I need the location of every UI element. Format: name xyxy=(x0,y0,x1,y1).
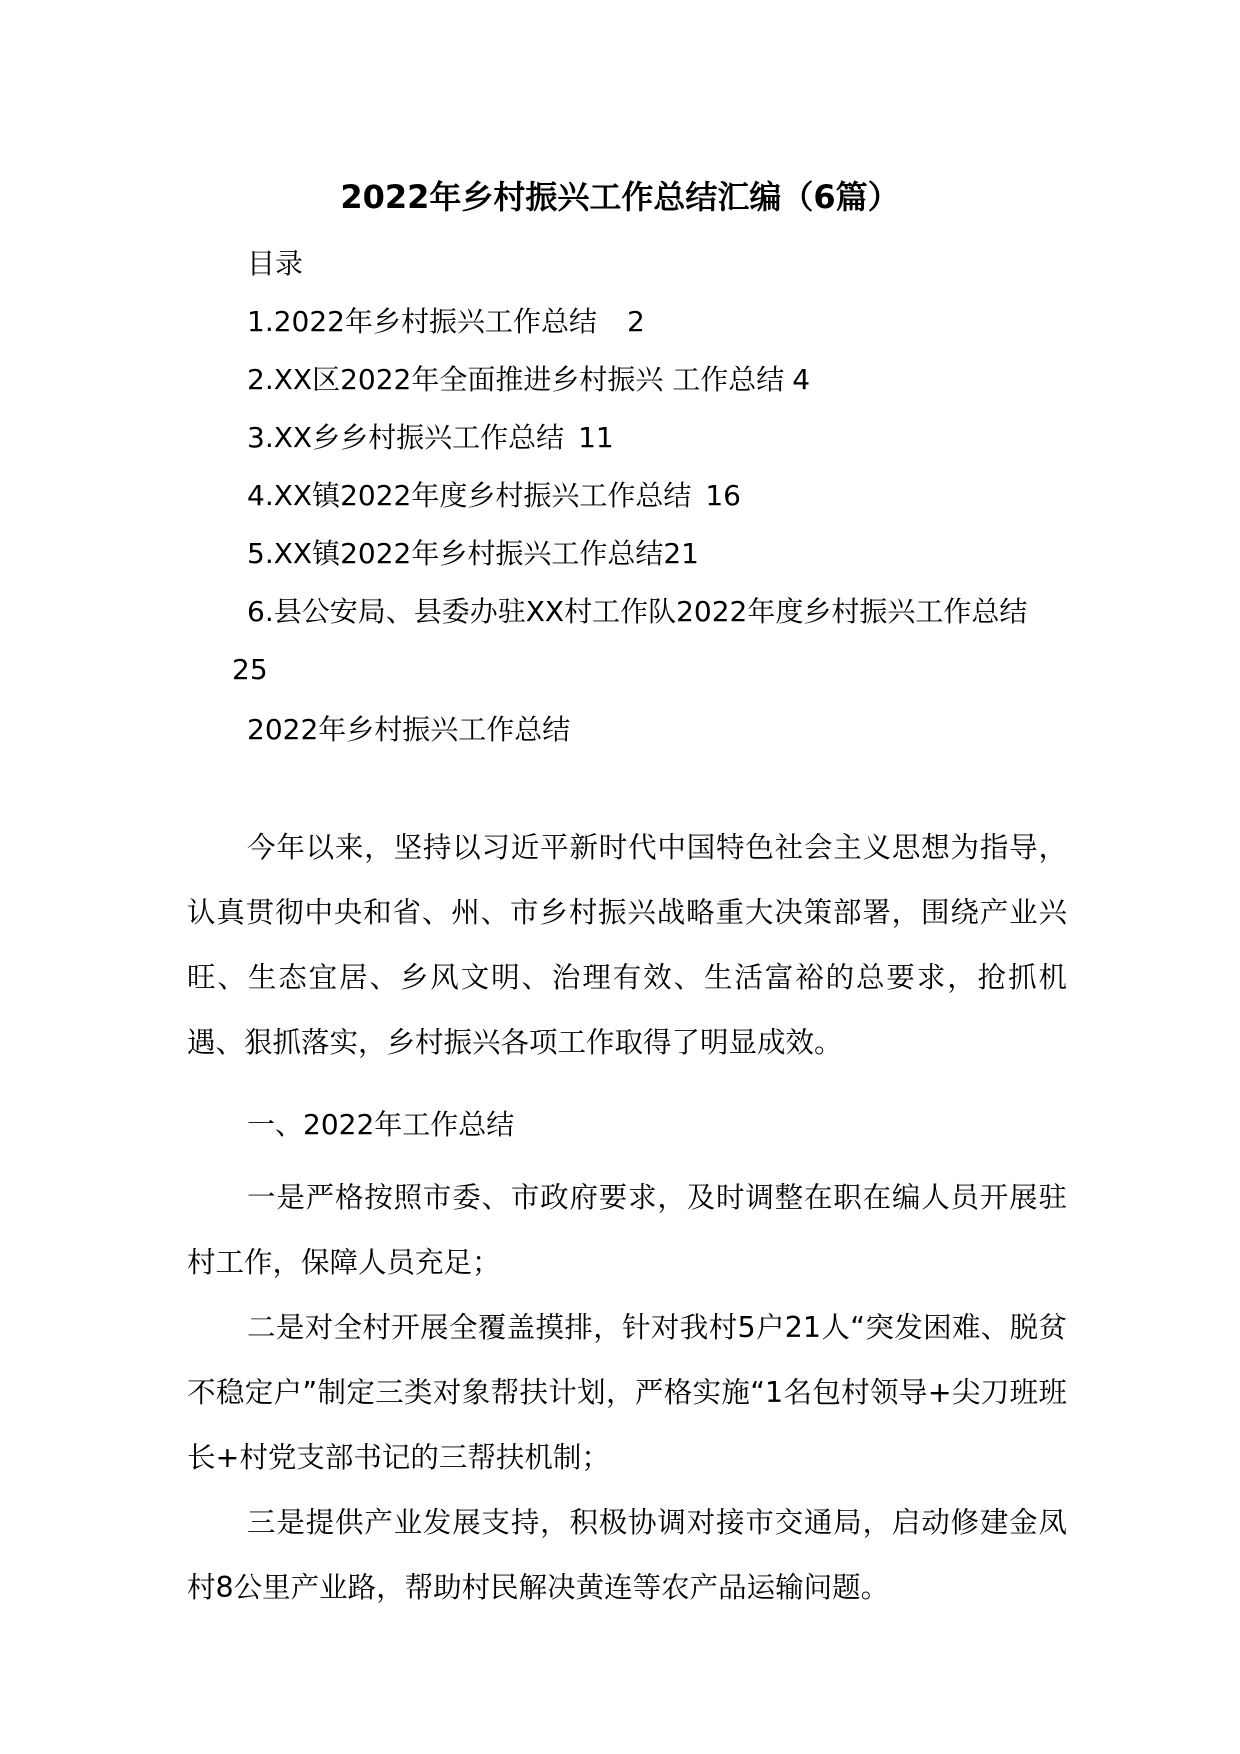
toc-item-text: 2.XX区2022年全面推进乡村振兴 工作总结 xyxy=(247,363,785,396)
toc-item-page: 4 xyxy=(792,363,811,396)
toc-item-page: 21 xyxy=(663,537,699,570)
toc-item-page: 16 xyxy=(705,479,741,512)
toc-item xyxy=(247,529,699,579)
toc-item-text: 1.2022年乡村振兴工作总结 xyxy=(247,305,597,338)
toc-item xyxy=(247,413,614,463)
toc-item-text: 5.XX镇2022年乡村振兴工作总结 xyxy=(247,537,664,570)
body-paragraph: 一是严格按照市委、市政府要求，及时调整在职在编人员开展驻村工作，保障人员充足； xyxy=(187,1181,1067,1279)
document-title: 2022年乡村振兴工作总结汇编（6篇） xyxy=(340,178,900,216)
toc-item xyxy=(247,471,741,521)
toc-item xyxy=(247,587,1027,637)
body-paragraph: 二是对全村开展全覆盖摸排，针对我村5户21人“突发困难、脱贫不稳定户”制定三类对象帮扶计划，严格实施“1名包村领导+尖刀班班长+村党支部书记的三帮扶机制； xyxy=(187,1311,1067,1474)
toc-item-text: 6.县公安局、县委办驻XX村工作队2022年度乡村振兴工作总结 xyxy=(247,595,1028,628)
toc-item-page: 2 xyxy=(626,305,645,338)
section-heading: 2022年乡村振兴工作总结 xyxy=(247,713,571,746)
toc-label: 目录 xyxy=(247,247,304,280)
toc-item xyxy=(247,355,810,405)
body-paragraph: 三是提供产业发展支持，积极协调对接市交通局，启动修建金凤村8公里产业路，帮助村民解决黄连等农产品运输问题。 xyxy=(187,1506,1067,1604)
subheading: 一、2022年工作总结 xyxy=(247,1108,515,1141)
toc-item-text: 3.XX乡乡村振兴工作总结 xyxy=(247,421,565,454)
toc-item xyxy=(247,297,645,347)
toc-item-page: 11 xyxy=(578,421,614,454)
toc-item-text: 4.XX镇2022年度乡村振兴工作总结 xyxy=(247,479,692,512)
intro-paragraph: 今年以来，坚持以习近平新时代中国特色社会主义思想为指导，认真贯彻中央和省、州、市乡村振兴战略重大决策部署，围绕产业兴旺、生态宜居、乡风文明、治理有效、生活富裕的总要求，抢抓机遇、狠抓落实，乡村振兴各项工作取得了明显成效。 xyxy=(187,831,1067,1059)
toc-item-page: 25 xyxy=(232,653,268,686)
